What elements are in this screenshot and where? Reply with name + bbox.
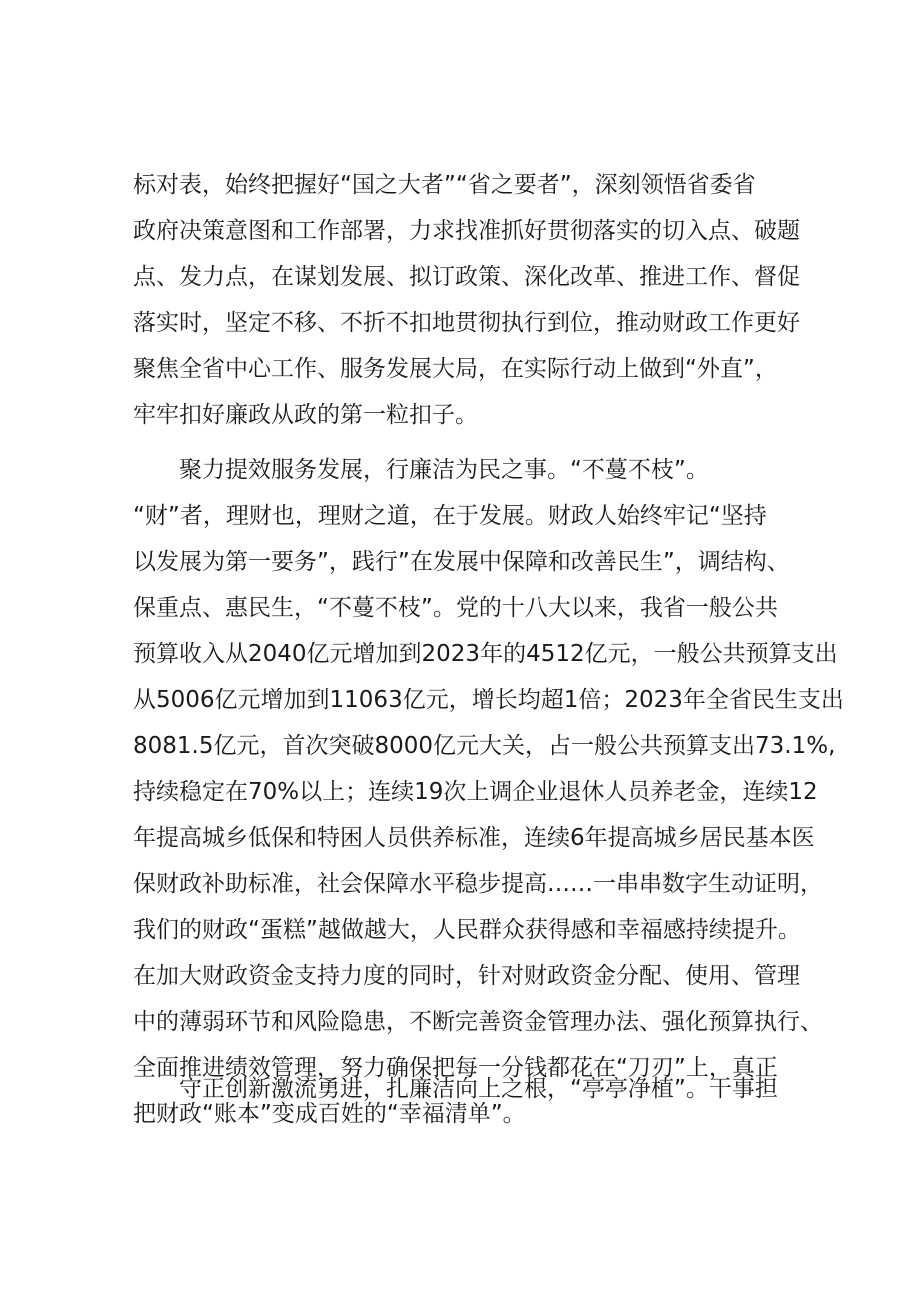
text-line: 守正创新激流勇进，扎廉洁向上之根，“亭亭净植”。干事担 (179, 1076, 778, 1102)
text-line: 年提高城乡低保和特困人员供养标准，连续6年提高城乡居民基本医 (133, 825, 815, 851)
text-line: 把财政“账本”变成百姓的“幸福清单”。 (133, 1101, 526, 1127)
text-line: “财”者，理财也，理财之道，在于发展。财政人始终牢记“坚持 (133, 503, 767, 529)
text-line: 8081.5亿元，首次突破8000亿元大关，占一般公共预算支出73.1%, (133, 733, 836, 759)
text-line: 以发展为第一要务”，践行”在发展中保障和改善民生”，调结构、 (133, 549, 790, 575)
paragraph-2 (133, 447, 844, 1137)
text-line: 在加大财政资金支持力度的同时，针对财政资金分配、使用、管理 (133, 963, 800, 989)
text-line: 全面推进绩效管理，努力确保把每一分钱都花在“刀刃”上，真正 (133, 1055, 778, 1081)
text-line: 聚焦全省中心工作、服务发展大局，在实际行动上做到“外直”， (133, 356, 778, 382)
text-line: 政府决策意图和工作部署，力求找准抓好贯彻落实的切入点、破题 (133, 218, 800, 244)
text-line: 持续稳定在70%以上；连续19次上调企业退休人员养老金，连续12 (133, 779, 818, 805)
text-line: 点、发力点，在谋划发展、拟订政策、深化改革、推进工作、督促 (133, 264, 800, 290)
text-line: 保重点、惠民生，“不蔓不枝”。党的十八大以来，我省一般公共 (133, 595, 778, 621)
text-line: 预算收入从2040亿元增加到2023年的4512亿元，一般公共预算支出 (133, 641, 838, 667)
text-line: 保财政补助标准，社会保障水平稳步提高……一串串数字生动证明， (133, 871, 823, 897)
text-line: 落实时，坚定不移、不折不扣地贯彻执行到位，推动财政工作更好 (133, 310, 800, 336)
text-line: 中的薄弱环节和风险隐患，不断完善资金管理办法、强化预算执行、 (133, 1009, 823, 1035)
text-line: 从5006亿元增加到11063亿元，增长均超1倍；2023年全省民生支出 (133, 687, 844, 713)
paragraph-1 (133, 162, 823, 438)
text-line: 牢牢扣好廉政从政的第一粒扣子。 (133, 402, 478, 428)
text-line: 聚力提效服务发展，行廉洁为民之事。“不蔓不枝”。 (179, 457, 709, 483)
text-line: 我们的财政“蛋糕”越做越大，人民群众获得感和幸福感持续提升。 (133, 917, 801, 943)
paragraph-3 (133, 1066, 823, 1112)
text-line: 标对表，始终把握好“国之大者”“省之要者”，深刻领悟省委省 (133, 172, 756, 198)
